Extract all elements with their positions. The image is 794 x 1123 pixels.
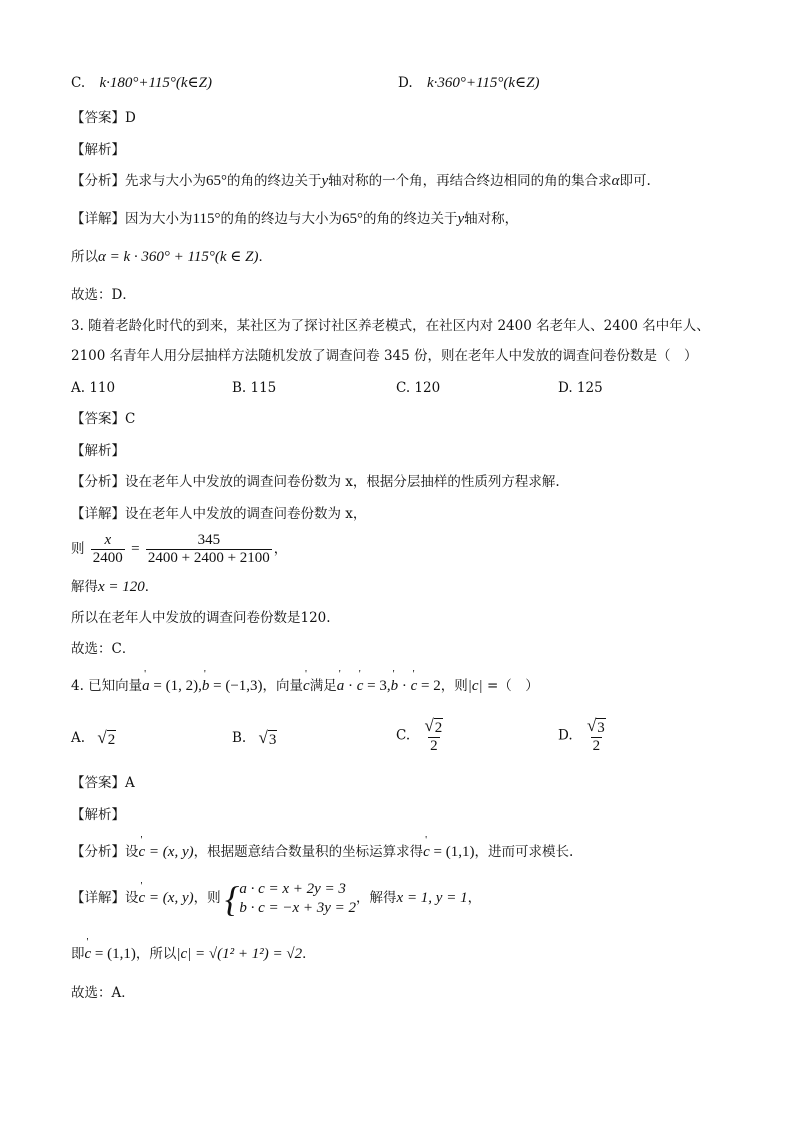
radicand: 3 (597, 720, 605, 736)
math: = (1,1) (91, 946, 136, 962)
numerator: √ 3 (586, 716, 605, 736)
option-math: k·180°+115°(k∈Z) (99, 75, 212, 91)
math: |c| (467, 678, 483, 694)
denominator: 2400 (92, 550, 123, 566)
text: ． (258, 249, 273, 265)
analysis-tag: 【解析】 (71, 443, 125, 459)
option-label: B. (232, 730, 247, 746)
option-label: A. (71, 730, 86, 746)
fenxi-tag: 【分析】 (71, 474, 125, 490)
q3-stem-line2 (71, 346, 698, 366)
math: = (−1,3) (209, 678, 263, 694)
text: 所以 (71, 249, 98, 265)
q3-solve (71, 577, 158, 597)
radicand: 3 (268, 732, 277, 748)
text: 故选：D． (71, 287, 136, 303)
q3-option-a (71, 378, 115, 398)
q2-choose (71, 285, 136, 305)
text: 设在老年人中发放的调查问卷份数为 x，根据分层抽样的性质列方程求解. (125, 474, 560, 490)
analysis-tag: 【解析】 (71, 142, 125, 158)
math: y (321, 173, 329, 189)
denominator: 2 (430, 738, 438, 754)
option-label: D. 125 (558, 380, 603, 396)
q2-option-d (398, 73, 539, 93)
vector-c: ' c (139, 878, 146, 918)
radicand: 2 (434, 720, 443, 736)
text: 即可. (619, 173, 651, 189)
text: 设 (125, 890, 139, 906)
numerator: 345 (197, 532, 221, 548)
q4-xiangjie (71, 878, 481, 918)
fraction (585, 716, 608, 755)
math: · (398, 678, 411, 694)
math: y (457, 211, 465, 227)
text: 的角的终边关于 (362, 211, 458, 227)
text: 先求与大小为 (125, 173, 206, 189)
radicand: 2 (107, 732, 116, 748)
answer-value: D (125, 110, 136, 126)
option-label: C. (71, 75, 86, 91)
text: 轴对称的一个角，再结合终边相同的角的集合求 (328, 173, 612, 189)
text: ，向量 (262, 678, 304, 694)
answer-value: A (125, 775, 135, 791)
math: α (611, 173, 620, 189)
option-math: k·360°+115°(k∈Z) (426, 75, 540, 91)
option-label: D. (398, 75, 413, 91)
text: 解得 (71, 579, 98, 595)
option-label: C. 120 (396, 380, 441, 396)
text: 2100 名青年人用分层抽样方法随机发放了调查问卷 345 份，则在老年人中发放的调查问卷份数是（ ） (71, 348, 698, 364)
q3-choose (71, 639, 135, 659)
option-label: C. (396, 727, 411, 744)
vector-a: ' a (337, 676, 345, 696)
fraction (422, 716, 445, 755)
sqrt: √ 3 (258, 728, 277, 748)
text: 满足 (309, 678, 337, 694)
numerator: √ 2 (424, 716, 443, 736)
option-label: B. 115 (232, 380, 277, 396)
text: 则 (71, 541, 85, 557)
xiangjie-tag: 【详解】 (71, 506, 125, 522)
text: 设在老年人中发放的调查问卷份数为 x， (125, 506, 367, 522)
math: |c| = √(1² + 1²) = √2 (176, 946, 303, 962)
vector-c: ' c (85, 944, 92, 964)
math: x = 120 (98, 579, 145, 595)
math: = 3, (363, 678, 391, 694)
option-label: A. 110 (71, 380, 116, 396)
text: ，所以 (135, 946, 177, 962)
text: ，则 (193, 890, 221, 906)
text: 因为大小为 (125, 211, 193, 227)
math: · (344, 678, 357, 694)
xiangjie-tag: 【详解】 (71, 890, 125, 906)
q4-choose (71, 983, 135, 1003)
q3-analysis-tag (71, 441, 125, 461)
vector-c: ' c (303, 676, 310, 696)
q2-answer (71, 108, 136, 128)
text: 轴对称， (464, 211, 519, 227)
q3-option-b (232, 378, 276, 398)
text: 故选：A． (71, 985, 135, 1001)
text: 4. 已知向量 (71, 678, 143, 694)
q3-answer (71, 409, 135, 429)
system-row: b · c = −x + 3y = 2 (239, 899, 357, 916)
sqrt: √ 2 (97, 728, 116, 748)
math: α = k · 360° + 115°(k ∈ Z) (98, 249, 259, 265)
vector-c: ' c (423, 842, 430, 862)
q2-fenxi (71, 171, 651, 191)
q2-conclusion (71, 247, 272, 267)
analysis-tag: 【解析】 (71, 807, 125, 823)
text: 故选：C． (71, 641, 136, 657)
math: 65° (206, 173, 227, 189)
text: ，则 (440, 678, 468, 694)
fenxi-tag: 【分析】 (71, 173, 125, 189)
math: 115° (192, 211, 221, 227)
text: 即 (71, 946, 85, 962)
math: 65° (341, 211, 363, 227)
vector-c: ' c (357, 676, 364, 696)
q4-option-b (232, 728, 277, 749)
fraction (91, 532, 125, 567)
denominator: 2400 + 2400 + 2100 (147, 550, 270, 566)
math: = (x, y) (145, 844, 194, 860)
q4-answer (71, 773, 135, 793)
text: ，解得 (356, 890, 397, 906)
numerator: x (104, 532, 112, 548)
text: 设 (125, 844, 139, 860)
vector-a: ' a (142, 676, 150, 696)
q2-option-c (71, 73, 212, 93)
math: = 2 (417, 678, 441, 694)
q3-xiangjie (71, 504, 366, 524)
text: 所以在老年人中发放的调查问卷份数是120. (71, 610, 331, 626)
system-row: a · c = x + 2y = 3 (239, 880, 346, 897)
q4-option-d (558, 716, 610, 755)
q3-option-d (558, 378, 603, 398)
q4-option-a (71, 728, 116, 749)
option-label: D. (558, 727, 573, 744)
fraction (146, 532, 272, 567)
math: = (x, y) (145, 890, 194, 906)
q3-equation (71, 530, 287, 568)
vector-c: ' c (411, 676, 418, 696)
q4-analysis-tag (71, 805, 125, 825)
q4-option-c (396, 716, 447, 755)
text: 的角的终边与大小为 (220, 211, 342, 227)
math: = (1, 2), (149, 678, 202, 694)
vector-b: ' b (202, 676, 210, 696)
vector-b: ' b (391, 676, 399, 696)
q2-xiangjie (71, 209, 518, 229)
q4-conclusion (71, 944, 316, 964)
xiangjie-tag: 【详解】 (71, 211, 125, 227)
text: ， (467, 890, 482, 906)
answer-value: C (125, 411, 136, 427)
denominator: 2 (592, 738, 601, 754)
q3-fenxi (71, 472, 560, 492)
q3-conclusion (71, 608, 331, 628)
answer-tag: 【答案】 (71, 411, 125, 427)
text: ． (302, 946, 316, 962)
math: x = 1, y = 1 (396, 890, 468, 906)
text: ， (273, 541, 288, 557)
text: =（ ） (482, 678, 539, 694)
text: ． (144, 579, 159, 595)
text: ，根据题意结合数量积的坐标运算求得 (193, 844, 424, 860)
text: ，进而可求模长. (474, 844, 574, 860)
text: 的角的终边关于 (227, 173, 322, 189)
equation-system: { a · c = x + 2y = 3 b · c = −x + 3y = 2 (224, 878, 357, 919)
answer-tag: 【答案】 (71, 775, 125, 791)
answer-tag: 【答案】 (71, 110, 125, 126)
q3-stem-line1 (71, 316, 710, 336)
vector-c: ' c (139, 842, 146, 862)
fenxi-tag: 【分析】 (71, 844, 125, 860)
q3-option-c (396, 378, 440, 398)
equals: = (131, 541, 140, 557)
q4-stem (71, 676, 539, 696)
q4-fenxi (71, 842, 573, 862)
math: = (1,1) (429, 844, 475, 860)
q2-analysis-tag (71, 140, 125, 160)
text: 3. 随着老龄化时代的到来，某社区为了探讨社区养老模式，在社区内对 2400 名老年人、2400 名中年人、 (71, 318, 710, 334)
